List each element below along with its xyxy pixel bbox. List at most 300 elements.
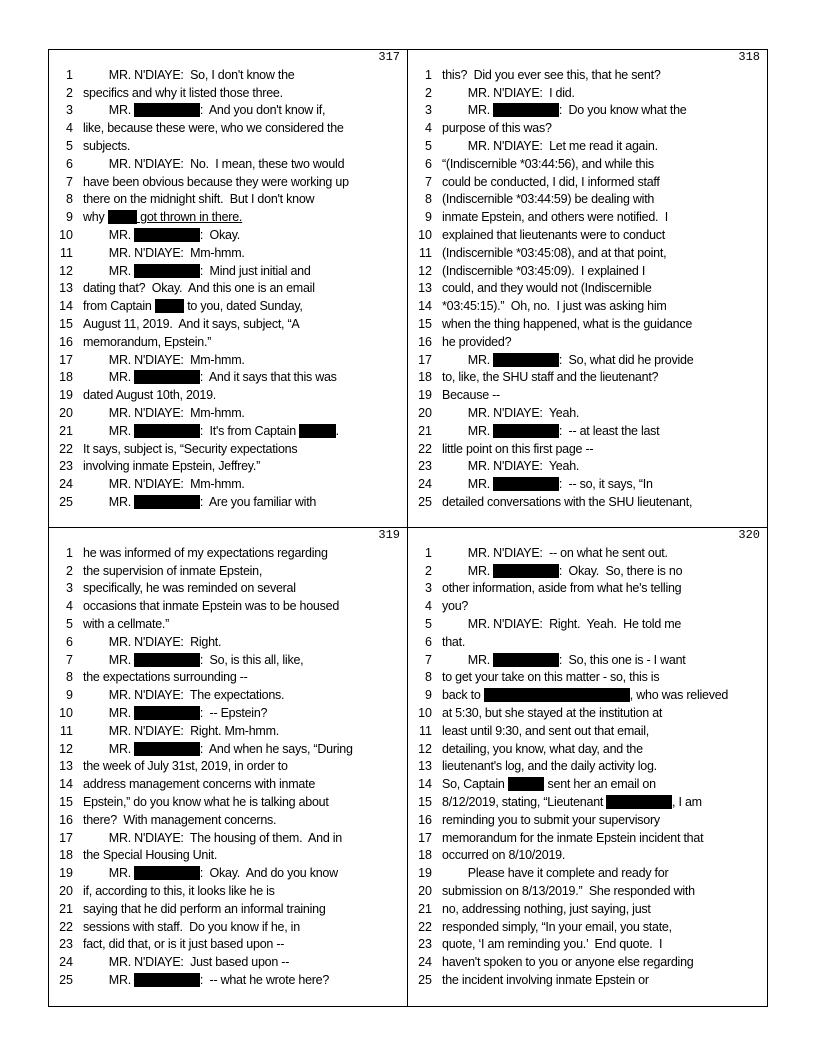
line-number: 5 (425, 617, 432, 632)
transcript-line (49, 686, 407, 704)
transcript-line (408, 386, 767, 404)
line-text: fact, did that, or is it just based upon -- (83, 937, 285, 952)
text-segment: : -- at least the last (558, 423, 660, 438)
page-number: 318 (738, 50, 760, 64)
transcript-line (408, 84, 767, 102)
line-number: 10 (418, 706, 432, 721)
line-text (73, 228, 407, 242)
text-segment: why (83, 210, 108, 225)
line-text: he provided? (442, 334, 512, 349)
transcript-line (49, 155, 407, 173)
line-number: 22 (418, 441, 432, 456)
line-text (73, 103, 407, 117)
transcript-line (408, 900, 767, 918)
line-number: 8 (66, 670, 73, 685)
line-number: 10 (59, 228, 73, 243)
transcript-line (408, 829, 767, 847)
line-text: to get your take on this matter - so, this is (442, 670, 660, 685)
transcript-line (49, 493, 407, 511)
text-segment: back to (442, 688, 484, 703)
transcript-line (49, 793, 407, 811)
line-number: 6 (66, 156, 73, 171)
line-text: detailed conversations with the SHU lieutenant, (442, 495, 693, 510)
line-number: 23 (418, 459, 432, 474)
transcript-line (49, 404, 407, 422)
line-number: 14 (418, 299, 432, 314)
line-text: MR. N'DIAYE: Right. (83, 634, 222, 649)
line-number: 3 (66, 103, 73, 118)
transcript-line (408, 651, 767, 669)
line-number: 25 (418, 495, 432, 510)
transcript-line (408, 422, 767, 440)
line-text: subjects. (83, 139, 131, 154)
transcript-line (408, 351, 767, 369)
line-text: detailing, you know, what day, and the (442, 741, 643, 756)
line-text: lieutenant's log, and the daily activity log. (442, 759, 657, 774)
transcript-line (49, 829, 407, 847)
text-segment: MR. (83, 706, 135, 721)
line-text: MR. N'DIAYE: Right. Mm-hmm. (83, 723, 279, 738)
line-number: 5 (425, 139, 432, 154)
redaction-block (134, 706, 200, 720)
transcript-line (49, 722, 407, 740)
line-number: 20 (59, 884, 73, 899)
line-number: 16 (418, 812, 432, 827)
text-segment: sent her an email on (544, 777, 656, 792)
redaction-block (493, 564, 559, 578)
text-segment: : -- what he wrote here? (199, 973, 330, 988)
line-number: 17 (418, 830, 432, 845)
transcript-line (408, 119, 767, 137)
line-number: 4 (425, 121, 432, 136)
line-text: reminding you to submit your supervisory (442, 812, 660, 827)
line-number: 24 (59, 477, 73, 492)
line-text: to, like, the SHU staff and the lieutenant? (442, 370, 659, 385)
transcript-line (49, 475, 407, 493)
transcript-line (49, 102, 407, 120)
transcript-sheet (48, 49, 768, 1007)
line-number: 12 (418, 263, 432, 278)
transcript-line (49, 900, 407, 918)
text-segment: : -- so, it says, “In (558, 477, 653, 492)
transcript-line (408, 722, 767, 740)
line-text: little point on this first page -- (442, 441, 594, 456)
line-number: 25 (59, 495, 73, 510)
transcript-line (49, 440, 407, 458)
page-lines (49, 544, 407, 989)
line-text (432, 795, 767, 809)
transcript-line (408, 562, 767, 580)
transcript-line (49, 119, 407, 137)
text-segment: : Okay. (199, 228, 240, 243)
transcript-line (408, 440, 767, 458)
redaction-block (508, 777, 545, 791)
transcript-line (408, 793, 767, 811)
line-text: the expectations surrounding -- (83, 670, 248, 685)
page-317 (49, 50, 408, 528)
line-number: 6 (425, 634, 432, 649)
transcript-line (408, 458, 767, 476)
text-segment: MR. (442, 423, 494, 438)
page-lines (408, 66, 767, 511)
transcript-line (408, 173, 767, 191)
line-number: 4 (66, 599, 73, 614)
transcript-line (49, 84, 407, 102)
line-text: involving inmate Epstein, Jeffrey.” (83, 459, 260, 474)
line-text: you? (442, 599, 469, 614)
line-text: there? With management concerns. (83, 812, 277, 827)
line-text: with a cellmate.” (83, 617, 170, 632)
line-text: MR. N'DIAYE: Yeah. (442, 459, 580, 474)
line-number: 15 (418, 795, 432, 810)
line-text: MR. N'DIAYE: Yeah. (442, 406, 580, 421)
transcript-line (49, 651, 407, 669)
page-320 (408, 528, 767, 1006)
text-segment: : Mind just initial and (199, 263, 311, 278)
transcript-line (408, 811, 767, 829)
text-segment: to you, dated Sunday, (183, 299, 303, 314)
line-number: 11 (419, 723, 432, 738)
line-number: 25 (59, 973, 73, 988)
transcript-line (49, 597, 407, 615)
line-text: haven't spoken to you or anyone else regarding (442, 955, 694, 970)
transcript-line (408, 66, 767, 84)
transcript-line (408, 597, 767, 615)
line-text: the incident involving inmate Epstein or (442, 973, 649, 988)
transcript-line (408, 580, 767, 598)
line-text (73, 742, 407, 756)
line-text: purpose of this was? (442, 121, 552, 136)
line-number: 19 (418, 388, 432, 403)
text-segment: : And you don't know if, (199, 103, 326, 118)
transcript-line (49, 936, 407, 954)
transcript-line (408, 953, 767, 971)
transcript-line (408, 615, 767, 633)
line-number: 2 (425, 85, 432, 100)
transcript-line (408, 315, 767, 333)
redaction-block (134, 742, 200, 756)
text-segment: MR. (83, 103, 135, 118)
line-number: 13 (418, 281, 432, 296)
page-318 (408, 50, 767, 528)
text-segment: So, Captain (442, 777, 508, 792)
transcript-line (408, 280, 767, 298)
redaction-block (134, 866, 200, 880)
redaction-block (134, 264, 200, 278)
redaction-block (108, 210, 137, 224)
text-segment: got thrown in there. (136, 210, 243, 225)
line-number: 17 (59, 830, 73, 845)
transcript-line (49, 580, 407, 598)
line-number: 6 (425, 156, 432, 171)
transcript-line (49, 953, 407, 971)
text-segment: MR. (442, 477, 494, 492)
text-segment: : -- Epstein? (199, 706, 268, 721)
transcript-line (408, 633, 767, 651)
line-text: August 11, 2019. And it says, subject, “A (83, 317, 300, 332)
line-text: (Indiscernible *03:44:59) be dealing with (442, 192, 655, 207)
transcript-line (49, 864, 407, 882)
transcript-line (49, 615, 407, 633)
transcript-line (408, 971, 767, 989)
transcript-line (408, 297, 767, 315)
line-text (73, 653, 407, 667)
line-number: 3 (425, 103, 432, 118)
transcript-line (49, 297, 407, 315)
transcript-line (49, 369, 407, 387)
line-number: 17 (418, 352, 432, 367)
line-number: 14 (59, 777, 73, 792)
line-number: 10 (59, 706, 73, 721)
line-number: 22 (59, 919, 73, 934)
text-segment: MR. (83, 741, 135, 756)
transcript-line (408, 686, 767, 704)
text-segment: : Are you familiar with (199, 495, 317, 510)
redaction-block (484, 688, 630, 702)
line-text: if, according to this, it looks like he is (83, 884, 275, 899)
line-text: address management concerns with inmate (83, 777, 316, 792)
line-text: Please have it complete and ready for (442, 866, 669, 881)
line-text: dated August 10th, 2019. (83, 388, 217, 403)
line-text: inmate Epstein, and others were notified. I (442, 210, 668, 225)
text-segment: from Captain (83, 299, 155, 314)
transcript-line (408, 102, 767, 120)
redaction-block (606, 795, 672, 809)
text-segment: MR. (83, 263, 135, 278)
line-number: 6 (66, 634, 73, 649)
transcript-line (408, 758, 767, 776)
transcript-line (49, 775, 407, 793)
line-text: other information, aside from what he's telling (442, 581, 682, 596)
redaction-block (134, 973, 200, 987)
line-text: MR. N'DIAYE: No. I mean, these two would (83, 156, 345, 171)
line-text: MR. N'DIAYE: So, I don't know the (83, 67, 295, 82)
line-number: 5 (66, 617, 73, 632)
transcript-line (408, 208, 767, 226)
text-segment: : It's from Captain (199, 423, 300, 438)
line-number: 14 (418, 777, 432, 792)
transcript-line (49, 882, 407, 900)
line-number: 13 (59, 281, 73, 296)
transcript-line (408, 333, 767, 351)
page-number: 319 (378, 528, 400, 542)
redaction-block (493, 103, 559, 117)
redaction-block (493, 353, 559, 367)
line-text: MR. N'DIAYE: Just based upon -- (83, 955, 290, 970)
text-segment: MR. (442, 103, 494, 118)
page-319 (49, 528, 408, 1006)
line-number: 23 (59, 937, 73, 952)
line-number: 7 (66, 652, 73, 667)
transcript-line (49, 244, 407, 262)
redaction-block (134, 495, 200, 509)
text-segment: MR. (442, 352, 494, 367)
text-segment: MR. (83, 973, 135, 988)
line-number: 12 (418, 741, 432, 756)
line-number: 4 (66, 121, 73, 136)
line-text (432, 688, 767, 702)
transcript-line (49, 226, 407, 244)
transcript-line (49, 137, 407, 155)
line-text: there on the midnight shift. But I don't know (83, 192, 315, 207)
line-number: 21 (59, 423, 73, 438)
page-lines (408, 544, 767, 989)
line-number: 2 (66, 85, 73, 100)
line-text (73, 866, 407, 880)
line-number: 21 (59, 901, 73, 916)
transcript-line (49, 386, 407, 404)
line-number: 25 (418, 973, 432, 988)
line-text: the supervision of inmate Epstein, (83, 563, 263, 578)
line-text: (Indiscernible *03:45:09). I explained I (442, 263, 646, 278)
line-text: could be conducted, I did, I informed staff (442, 174, 660, 189)
line-text: MR. N'DIAYE: Right. Yeah. He told me (442, 617, 682, 632)
redaction-block (134, 424, 200, 438)
text-segment: MR. (83, 866, 135, 881)
text-segment: MR. (442, 563, 494, 578)
text-segment: MR. (83, 423, 135, 438)
line-number: 15 (59, 317, 73, 332)
line-text: MR. N'DIAYE: I did. (442, 85, 575, 100)
line-text: specifically, he was reminded on several (83, 581, 296, 596)
transcript-line (49, 669, 407, 687)
transcript-line (408, 847, 767, 865)
transcript-line (49, 918, 407, 936)
transcript-line (408, 669, 767, 687)
transcript-line (49, 351, 407, 369)
line-number: 20 (59, 406, 73, 421)
line-text: have been obvious because they were working up (83, 174, 349, 189)
text-segment: 8/12/2019, stating, “Lieutenant (442, 795, 607, 810)
line-number: 9 (425, 210, 432, 225)
line-number: 8 (66, 192, 73, 207)
line-text: Because -- (442, 388, 500, 403)
transcript-line (408, 191, 767, 209)
line-text (73, 299, 407, 313)
line-number: 19 (59, 388, 73, 403)
redaction-block (134, 370, 200, 384)
page-number: 320 (738, 528, 760, 542)
redaction-block (493, 653, 559, 667)
line-number: 11 (60, 245, 73, 260)
text-segment: : Do you know what the (558, 103, 687, 118)
transcript-line (408, 369, 767, 387)
line-text: he was informed of my expectations regarding (83, 545, 328, 560)
text-segment: . (335, 423, 339, 438)
line-number: 13 (59, 759, 73, 774)
line-number: 24 (59, 955, 73, 970)
line-text: memorandum for the inmate Epstein incident that (442, 830, 704, 845)
transcript-line (49, 811, 407, 829)
line-text (432, 103, 767, 117)
transcript-line (49, 847, 407, 865)
transcript-line (408, 155, 767, 173)
line-number: 20 (418, 406, 432, 421)
transcript-line (49, 971, 407, 989)
text-segment: : And it says that this was (199, 370, 337, 385)
line-text: least until 9:30, and sent out that email, (442, 723, 649, 738)
line-number: 16 (59, 334, 73, 349)
line-text: quote, ‘I am reminding you.’ End quote. I (442, 937, 663, 952)
line-number: 11 (419, 245, 432, 260)
line-number: 16 (418, 334, 432, 349)
line-text: MR. N'DIAYE: Mm-hmm. (83, 406, 245, 421)
line-text (73, 424, 407, 438)
line-text: occasions that inmate Epstein was to be housed (83, 599, 340, 614)
transcript-line (49, 704, 407, 722)
text-segment: : And when he says, “During (199, 741, 353, 756)
transcript-line (49, 280, 407, 298)
line-text (73, 210, 407, 224)
redaction-block (134, 228, 200, 242)
transcript-line (49, 262, 407, 280)
line-text (432, 353, 767, 367)
transcript-line (408, 882, 767, 900)
line-text: dating that? Okay. And this one is an email (83, 281, 315, 296)
line-text (432, 564, 767, 578)
transcript-line (408, 936, 767, 954)
transcript-line (408, 544, 767, 562)
line-number: 20 (418, 884, 432, 899)
line-number: 1 (425, 545, 432, 560)
line-text: submission on 8/13/2019.” She responded with (442, 884, 695, 899)
transcript-line (408, 704, 767, 722)
transcript-line (49, 66, 407, 84)
line-number: 3 (425, 581, 432, 596)
page-lines (49, 66, 407, 511)
line-number: 8 (425, 192, 432, 207)
line-number: 23 (59, 459, 73, 474)
text-segment: MR. (83, 652, 135, 667)
text-segment: : So, what did he provide (558, 352, 694, 367)
text-segment: : So, this one is - I want (558, 652, 686, 667)
transcript-line (49, 333, 407, 351)
line-number: 18 (59, 370, 73, 385)
line-text: MR. N'DIAYE: Mm-hmm. (83, 245, 245, 260)
line-text (73, 706, 407, 720)
text-segment: MR. (83, 370, 135, 385)
line-number: 9 (66, 688, 73, 703)
line-text (432, 653, 767, 667)
transcript-line (408, 262, 767, 280)
line-text: the week of July 31st, 2019, in order to (83, 759, 288, 774)
line-number: 15 (418, 317, 432, 332)
text-segment: MR. (83, 228, 135, 243)
line-text: could, and they would not (Indiscernible (442, 281, 652, 296)
transcript-line (408, 475, 767, 493)
line-text (73, 264, 407, 278)
line-text: when the thing happened, what is the guidance (442, 317, 693, 332)
transcript-line (49, 740, 407, 758)
transcript-line (408, 404, 767, 422)
line-number: 9 (425, 688, 432, 703)
transcript-line (408, 137, 767, 155)
redaction-block (299, 424, 336, 438)
line-number: 22 (418, 919, 432, 934)
transcript-line (49, 458, 407, 476)
transcript-line (49, 208, 407, 226)
transcript-line (408, 493, 767, 511)
redaction-block (493, 424, 559, 438)
line-number: 1 (425, 67, 432, 82)
line-text: MR. N'DIAYE: -- on what he sent out. (442, 545, 668, 560)
line-number: 8 (425, 670, 432, 685)
transcript-line (408, 918, 767, 936)
line-text: at 5:30, but she stayed at the institution at (442, 706, 663, 721)
line-number: 4 (425, 599, 432, 614)
transcript-line (408, 864, 767, 882)
line-number: 2 (66, 563, 73, 578)
